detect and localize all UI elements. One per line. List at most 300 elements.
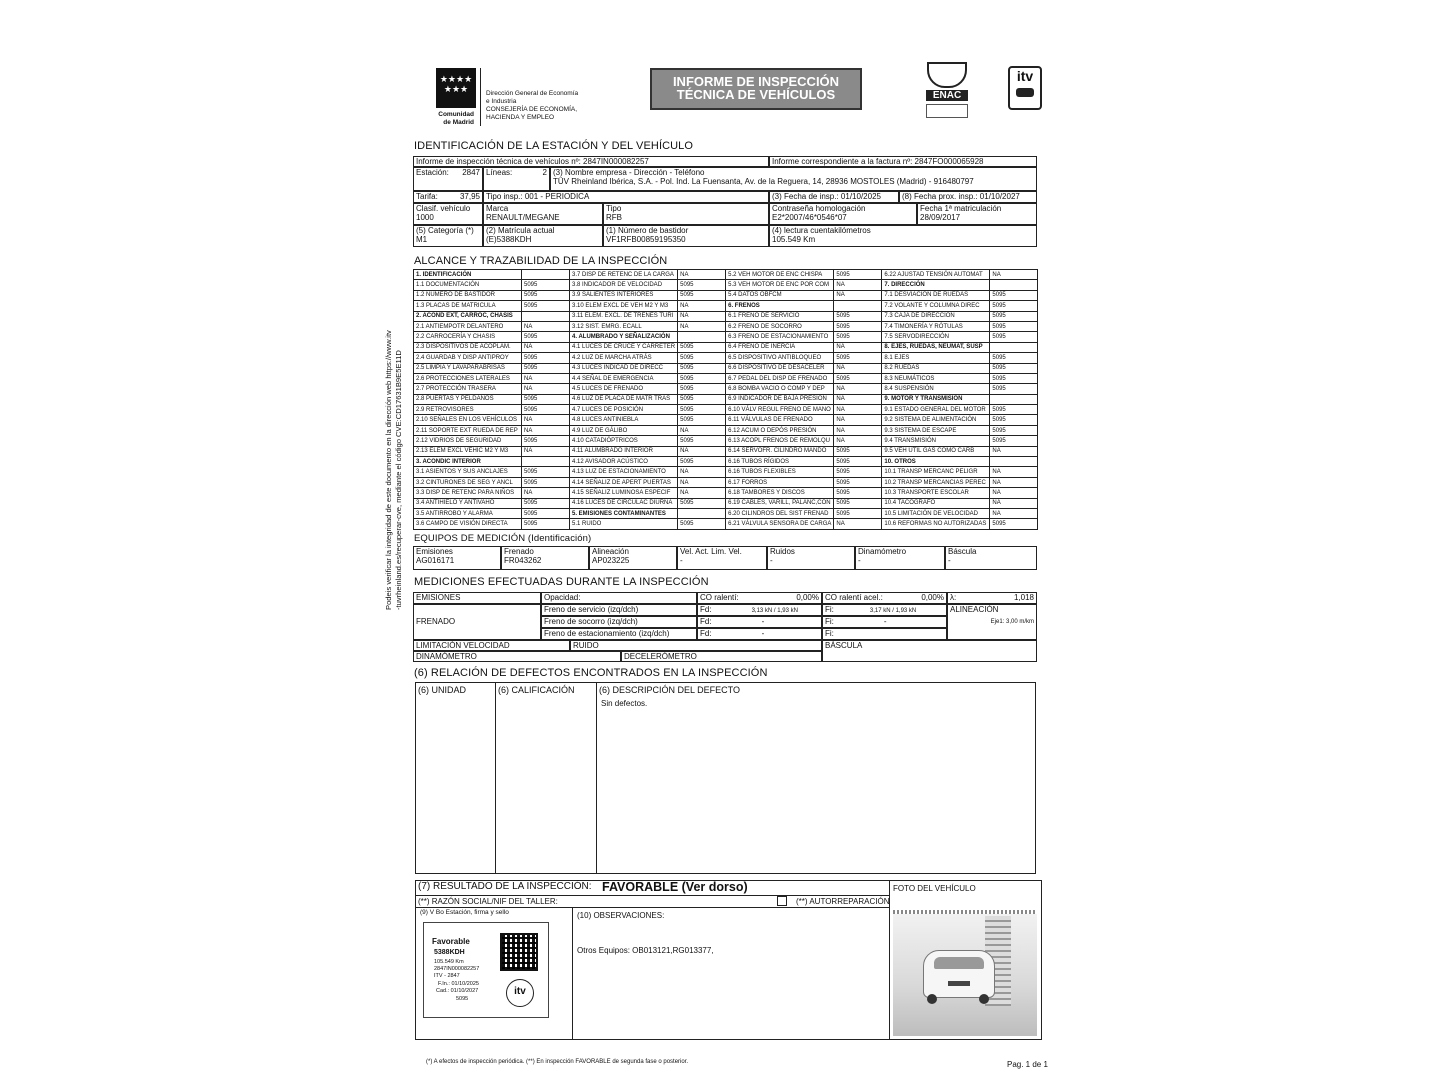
fd-label: Fd: <box>700 617 712 626</box>
scope-item-name: 3.5 ANTIRROBO Y ALARMA <box>414 508 522 518</box>
scope-row <box>414 467 1038 477</box>
scope-row <box>414 405 1038 415</box>
lambda-label: λ: <box>950 593 957 602</box>
scope-item-name: 9.4 TRANSMISIÓN <box>882 436 990 446</box>
scope-item-name: 4.10 CATADIÓPTRICOS <box>570 436 678 446</box>
org-line3: CONSEJERÍA DE ECONOMÍA, <box>486 106 578 113</box>
fecha-insp: (3) Fecha de insp.: 01/10/2025 <box>769 191 899 203</box>
fi-label: Fi: <box>825 605 834 614</box>
scope-item-name: 2.2 CARROCERÍA Y CHASIS <box>414 332 522 342</box>
category-cell <box>413 225 483 247</box>
scope-item-name: 2.13 ELEM EXCL VEHIC M2 Y M3 <box>414 446 522 456</box>
scope-item-value: 5095 <box>678 519 726 529</box>
scope-item-value: 5095 <box>522 353 570 363</box>
stamp-line0: Favorable <box>432 937 470 946</box>
scope-row <box>414 519 1038 529</box>
scope-item-name: 9.3 SISTEMA DE ESCAPE <box>882 425 990 435</box>
scope-item-name: 10.5 LIMITACIÓN DE VELOCIDAD <box>882 508 990 518</box>
alineacion-cell <box>947 604 1037 640</box>
scope-item-name: 9.5 VEH UTIL GAS COMO CARB <box>882 446 990 456</box>
report-title <box>650 68 862 110</box>
stamp-line1: 5388KDH <box>434 949 465 956</box>
equipment-label: Frenado <box>504 547 534 556</box>
footer-note: (*) A efectos de inspección periódica. (**) En inspección FAVORABLE de segunda fase o posterior. <box>426 1059 689 1065</box>
report-title-line1: INFORME DE INSPECCIÓN <box>672 74 840 89</box>
defects-col-descripcion: (6) DESCRIPCIÓN DEL DEFECTO <box>599 685 741 695</box>
scope-item-value: NA <box>834 394 882 404</box>
scope-item-value: 5095 <box>990 363 1038 373</box>
fd-row3 <box>697 628 822 640</box>
matric-value: 28/09/2017 <box>920 213 961 222</box>
scope-item-value: 5095 <box>522 477 570 487</box>
equipment-label: Báscula <box>948 547 977 556</box>
km-value: 105.549 Km <box>772 235 816 244</box>
fi-value1: 3,17 kN / 1,93 kN <box>869 608 917 614</box>
scope-item-value: NA <box>834 280 882 290</box>
fd-row1 <box>697 604 822 616</box>
scope-item-value: 5095 <box>522 498 570 508</box>
scope-item-value: 5095 <box>522 405 570 415</box>
scope-item-name: 4.16 LUCES DE CIRCULAC DIURNA <box>570 498 678 508</box>
photo-label: FOTO DEL VEHÍCULO <box>893 884 976 893</box>
scope-item-value: 5095 <box>834 467 882 477</box>
scope-item-value: NA <box>522 446 570 456</box>
scope-item-value: 5095 <box>678 280 726 290</box>
scope-item-name: 6.18 TAMBORES Y DISCOS <box>726 488 834 498</box>
scope-row <box>414 488 1038 498</box>
scope-item-value: NA <box>990 498 1038 508</box>
equipment-label: Emisiones <box>416 547 453 556</box>
scope-title: ALCANCE Y TRAZABILIDAD DE LA INSPECCIÓN <box>414 255 668 267</box>
org-line2: e Industria <box>486 98 517 105</box>
scope-item-name: 10.6 REFORMAS NO AUTORIZADAS <box>882 519 990 529</box>
enac-logo <box>920 62 974 122</box>
lambda-value: 1,018 <box>1013 593 1034 602</box>
car-silhouette-icon <box>923 950 995 998</box>
equipment-cell <box>589 546 677 570</box>
scope-item-name: 4.2 LUZ DE MARCHA ATRÁS <box>570 353 678 363</box>
category-label: (5) Categoría (*) <box>416 226 474 235</box>
scope-row <box>414 363 1038 373</box>
report-title-line2: TÉCNICA DE VEHÍCULOS <box>676 87 836 102</box>
scope-item-name: 8. EJES, RUEDAS, NEUMAT, SUSP <box>882 342 990 352</box>
scope-item-name: 4.7 LUCES DE POSICIÓN <box>570 405 678 415</box>
scope-item-name: 7.1 DESVIACIÓN DE RUEDAS <box>882 290 990 300</box>
km-cell <box>769 225 1037 247</box>
itv-seal-icon: itv <box>506 979 534 1007</box>
fi-value2: - <box>883 617 887 626</box>
logo-text2: de Madrid <box>443 119 474 126</box>
scope-item-name: 3.4 ANTIHIELO Y ANTIVAHO <box>414 498 522 508</box>
scope-item-name: 5.1 RUIDO <box>570 519 678 529</box>
scope-item-value: NA <box>678 321 726 331</box>
scope-item-name: 6.6 DISPOSITIVO DE DESACELER <box>726 363 834 373</box>
scope-item-value: 5095 <box>990 519 1038 529</box>
scope-item-value: 5095 <box>834 311 882 321</box>
defects-col-unidad: (6) UNIDAD <box>418 685 467 695</box>
autorep-label: (**) AUTORREPARACIÓN <box>796 897 890 906</box>
scope-item-value <box>678 508 726 518</box>
scope-item-value: 5095 <box>834 373 882 383</box>
equipment-label: Alineación <box>592 547 629 556</box>
scope-item-name: 6. FRENOS <box>726 301 834 311</box>
fd-value3: - <box>761 629 765 638</box>
itv-label: itv <box>1016 68 1034 84</box>
scope-item-value: 5095 <box>522 394 570 404</box>
scope-row <box>414 332 1038 342</box>
scope-item-value: 5095 <box>678 290 726 300</box>
scope-item-value: NA <box>834 519 882 529</box>
autorep-checkbox[interactable] <box>777 896 787 906</box>
plate-cell <box>483 225 603 247</box>
scope-item-value: NA <box>990 508 1038 518</box>
scope-row <box>414 498 1038 508</box>
scope-item-name: 2.12 VIDRIOS DE SEGURIDAD <box>414 436 522 446</box>
scope-row <box>414 311 1038 321</box>
org-line1: Dirección General de Economía <box>486 90 579 97</box>
scope-item-value: 5095 <box>990 405 1038 415</box>
scope-item-name: 3.10 ELEM EXCL DE VEH M2 Y M3 <box>570 301 678 311</box>
scope-item-value: 5095 <box>834 477 882 487</box>
logo-text1: Comunidad <box>438 111 474 118</box>
scope-item-value: 5095 <box>990 321 1038 331</box>
scope-item-value: 5095 <box>834 498 882 508</box>
scope-item-value: NA <box>834 405 882 415</box>
lines-value: 2 <box>542 168 547 177</box>
scope-item-value: 5095 <box>834 446 882 456</box>
scope-item-value <box>990 342 1038 352</box>
scope-item-value: NA <box>834 342 882 352</box>
fd-label: Fd: <box>700 629 712 638</box>
scope-item-value: 5095 <box>522 363 570 373</box>
scope-item-value: NA <box>678 467 726 477</box>
scope-item-name: 6.16 TUBOS RÍGIDOS <box>726 457 834 467</box>
company-label: (3) Nombre empresa - Dirección - Teléfono <box>553 168 705 177</box>
limit-vel-label: LIMITACIÓN VELOCIDAD <box>413 640 570 651</box>
result-label: (7) RESULTADO DE LA INSPECCIÓN: <box>418 881 592 892</box>
scope-item-name: 1. IDENTIFICACIÓN <box>414 270 522 280</box>
defects-table <box>415 682 1036 874</box>
tarifa-label: Tarifa: <box>416 192 438 201</box>
scope-item-name: 8.4 SUSPENSIÓN <box>882 384 990 394</box>
fd-value1: 3,13 kN / 1,93 kN <box>751 608 798 614</box>
scope-item-name: 9.2 SISTEMA DE ALIMENTACIÓN <box>882 415 990 425</box>
scope-item-value: NA <box>990 270 1038 280</box>
decelerometro-label: DECELERÓMETRO <box>621 651 822 662</box>
scope-item-name: 5.2 VEH MOTOR DE ENC CHISPA <box>726 270 834 280</box>
scope-item-value: 5095 <box>990 373 1038 383</box>
fi-row1 <box>822 604 947 616</box>
scope-item-name: 2.3 DISPOSITIVOS DE ACOPLAM. <box>414 342 522 352</box>
scope-item-value: NA <box>678 488 726 498</box>
scope-item-value: 5095 <box>678 342 726 352</box>
scope-item-name: 1.2 NÚMERO DE BASTIDOR <box>414 290 522 300</box>
scope-item-name: 7.2 VOLANTE Y COLUMNA DIREC <box>882 301 990 311</box>
scope-item-name: 6.10 VÁLV REGUL FRENO DE MANO <box>726 405 834 415</box>
scope-item-value: NA <box>990 477 1038 487</box>
scope-row <box>414 301 1038 311</box>
km-label: (4) lectura cuentakilómetros <box>772 226 871 235</box>
scope-item-value: 5095 <box>990 301 1038 311</box>
scope-item-value: NA <box>834 436 882 446</box>
alineacion-label: ALINEACIÓN <box>950 605 999 614</box>
tipo-cell <box>603 203 769 225</box>
scope-item-value: NA <box>522 321 570 331</box>
equipment-label: Vel. Act. Lim. Vel. <box>680 547 742 556</box>
scope-row <box>414 342 1038 352</box>
scope-item-name: 6.11 VÁLVULAS DE FRENADO <box>726 415 834 425</box>
opacidad-label: Opacidad: <box>541 592 697 604</box>
scope-item-value: 5095 <box>678 498 726 508</box>
scope-item-value: 5095 <box>990 384 1038 394</box>
scope-item-name: 7.5 SERVODIRECCIÓN <box>882 332 990 342</box>
station-stamp <box>423 922 549 1018</box>
equipment-value: FR043262 <box>504 556 542 565</box>
clasif-label: Clasif. vehículo <box>416 204 471 213</box>
co-acel-value: 0,00% <box>921 593 944 602</box>
scope-item-value: 5095 <box>990 425 1038 435</box>
scope-item-name: 8.1 EJES <box>882 353 990 363</box>
scope-item-name: 2.7 PROTECCIÓN TRASERA <box>414 384 522 394</box>
scope-item-value: 5095 <box>522 519 570 529</box>
scope-item-value: NA <box>678 270 726 280</box>
stamp-line3: 2847IN000082257 <box>434 966 480 972</box>
alineacion-value: Eje1: 3,00 m/km <box>990 619 1034 625</box>
equipment-value: - <box>770 556 773 565</box>
scope-item-value: NA <box>834 415 882 425</box>
fd-value2: - <box>761 617 765 626</box>
scope-item-name: 3.8 INDICADOR DE VELOCIDAD <box>570 280 678 290</box>
defects-title: (6) RELACIÓN DE DEFECTOS ENCONTRADOS EN LA INSPECCIÓN <box>414 667 768 679</box>
scope-item-value <box>522 270 570 280</box>
scope-item-value: 5095 <box>522 508 570 518</box>
taller-label: (**) RAZÓN SOCIAL/NIF DEL TALLER: <box>418 897 558 906</box>
scope-row <box>414 353 1038 363</box>
scope-item-value: 5095 <box>678 384 726 394</box>
scope-item-name: 6.14 SERVOFR. CILINDRO MANDO <box>726 446 834 456</box>
scope-item-value: 5095 <box>678 363 726 373</box>
scope-item-name: 6.21 VÁLVULA SENSORA DE CARGA <box>726 519 834 529</box>
scope-item-name: 6.8 BOMBA VACIO O COMP Y DEP <box>726 384 834 394</box>
equipment-cell <box>767 546 855 570</box>
scope-item-name: 9.1 ESTADO GENERAL DEL MOTOR <box>882 405 990 415</box>
scope-item-value: NA <box>678 477 726 487</box>
observaciones-value: Otros Equipos: OB013121,RG013377, <box>577 946 714 955</box>
equipment-value: - <box>948 556 951 565</box>
tipo-insp: Tipo insp.: 001 - PERIODICA <box>483 191 769 203</box>
scope-item-name: 7.3 CAJA DE DIRECCIÓN <box>882 311 990 321</box>
scope-item-name: 4.14 SEÑALIZ DE APERT PUERTAS <box>570 477 678 487</box>
scope-row <box>414 508 1038 518</box>
scope-item-value <box>990 457 1038 467</box>
station-cell <box>413 167 483 191</box>
scope-item-name: 5.3 VEH MOTOR DE ENC POR COM <box>726 280 834 290</box>
scope-item-value: 5095 <box>522 280 570 290</box>
defects-col-calificacion: (6) CALIFICACIÓN <box>498 685 575 695</box>
scope-item-name: 4.5 LUCES DE FRENADO <box>570 384 678 394</box>
marca-value: RENAULT/MEGANE <box>486 213 560 222</box>
scope-item-name: 1.1 DOCUMENTACIÓN <box>414 280 522 290</box>
scope-item-name: 6.5 DISPOSITIVO ANTIBLOQUEO <box>726 353 834 363</box>
scope-item-value: NA <box>522 384 570 394</box>
scope-row <box>414 321 1038 331</box>
equipment-row <box>413 546 1037 570</box>
scope-item-name: 7. DIRECCIÓN <box>882 280 990 290</box>
scope-item-value: NA <box>678 301 726 311</box>
scope-item-value: 5095 <box>522 436 570 446</box>
vbo-label: (9) V Bo Estación, firma y sello <box>420 909 509 916</box>
scope-item-name: 6.17 FORROS <box>726 477 834 487</box>
scope-item-value: 5095 <box>834 488 882 498</box>
scope-table <box>413 269 1038 530</box>
car-icon <box>1016 88 1034 97</box>
qr-code-icon <box>500 933 538 971</box>
equipment-value: - <box>680 556 683 565</box>
identification-title: IDENTIFICACIÓN DE LA ESTACIÓN Y DEL VEHÍCULO <box>414 140 694 152</box>
fi-label: Fi: <box>825 629 834 638</box>
observaciones-label: (10) OBSERVACIONES: <box>577 911 665 920</box>
tarifa-cell <box>413 191 483 203</box>
marca-cell <box>483 203 603 225</box>
scope-item-name: 3.9 SALIENTES INTERIORES <box>570 290 678 300</box>
matric-label: Fecha 1ª matriculación <box>920 204 1002 213</box>
fecha-prox: (8) Fecha prox. insp.: 01/10/2027 <box>899 191 1037 203</box>
stamp-line2: 105.549 Km <box>434 959 464 965</box>
scope-item-name: 3.1 ASIENTOS Y SUS ANCLAJES <box>414 467 522 477</box>
defects-description: Sin defectos. <box>601 699 648 708</box>
logo-divider <box>480 68 481 126</box>
freno-socorro-label: Freno de socorro (izq/dch) <box>541 616 697 628</box>
scope-item-name: 4.15 SEÑALIZ LUMINOSA ESPECIF <box>570 488 678 498</box>
scope-table-wrap <box>413 269 1038 530</box>
scope-item-value: NA <box>834 363 882 373</box>
scope-item-value <box>990 394 1038 404</box>
scope-item-name: 6.7 PEDAL DEL DISP DE FRENADO <box>726 373 834 383</box>
measurements-title: MEDICIONES EFECTUADAS DURANTE LA INSPECCIÓN <box>414 576 709 588</box>
scope-item-name: 2.1 ANTIEMPOTR DELANTERO <box>414 321 522 331</box>
scope-item-name: 5.4 DATOS OBFCM <box>726 290 834 300</box>
tarifa-value: 37,95 <box>459 192 480 201</box>
emisiones-label: EMISIONES <box>413 592 541 604</box>
co-acel-label: CO ralentí acel.: <box>825 593 883 602</box>
scope-row <box>414 477 1038 487</box>
scope-item-name: 6.1 FRENO DE SERVICIO <box>726 311 834 321</box>
scope-item-value: 5095 <box>834 332 882 342</box>
scope-item-value: 5095 <box>834 321 882 331</box>
equipment-cell <box>945 546 1037 570</box>
scope-item-name: 4.12 AVISADOR ACÚSTICO <box>570 457 678 467</box>
scope-item-value: 5095 <box>678 415 726 425</box>
equipment-cell <box>413 546 501 570</box>
scope-item-value: 5095 <box>834 353 882 363</box>
scope-item-name: 6.22 AJUSTAD TENSIÓN AUTOMAT <box>882 270 990 280</box>
fi-label: Fi: <box>825 617 834 626</box>
scope-item-name: 9. MOTOR Y TRANSMISIÓN <box>882 394 990 404</box>
scope-item-name: 2.10 SEÑALES EN LOS VEHÍCULOS <box>414 415 522 425</box>
scope-item-name: 10.3 TRANSPORTE ESCOLAR <box>882 488 990 498</box>
clasif-cell <box>413 203 483 225</box>
scope-row <box>414 415 1038 425</box>
vin-value: VF1RFB00859195350 <box>606 235 686 244</box>
scope-item-value: 5095 <box>990 332 1038 342</box>
vin-cell <box>603 225 769 247</box>
scope-item-value: 5095 <box>522 467 570 477</box>
scope-item-value <box>990 280 1038 290</box>
enac-label: ENAC <box>926 90 968 101</box>
equipment-value: AG016171 <box>416 556 455 565</box>
page-number: Pag. 1 de 1 <box>1007 1060 1048 1069</box>
co-ralenti-value: 0,00% <box>796 593 819 602</box>
equipment-value: - <box>858 556 861 565</box>
scope-item-value: 5095 <box>990 415 1038 425</box>
scope-item-value: NA <box>522 425 570 435</box>
scope-item-value: 5095 <box>678 353 726 363</box>
scope-item-value <box>522 457 570 467</box>
comunidad-madrid-logo: ★★★★ ★★★ <box>436 68 476 108</box>
scope-item-name: 10.1 TRANSP MERCANC PELIGR <box>882 467 990 477</box>
plate-label: (2) Matrícula actual <box>486 226 555 235</box>
scope-item-name: 6.20 CILINDROS DEL SIST FRENAD <box>726 508 834 518</box>
scope-item-value: 5095 <box>834 508 882 518</box>
clasif-value: 1000 <box>416 213 434 222</box>
scope-row <box>414 394 1038 404</box>
scope-item-name: 6.12 ACUM O DEPÓS PRESIÓN <box>726 425 834 435</box>
scope-item-name: 1.3 PLACAS DE MATRICULA <box>414 301 522 311</box>
scope-item-name: 4.1 LUCES DE CRUCE Y CARRETER <box>570 342 678 352</box>
scope-item-name: 10.4 TACÓGRAFO <box>882 498 990 508</box>
scope-item-name: 10. OTROS <box>882 457 990 467</box>
scope-item-name: 7.4 TIMONERÍA Y RÓTULAS <box>882 321 990 331</box>
scope-item-name: 2.6 PROTECCIONES LATERALES <box>414 373 522 383</box>
matric-cell <box>917 203 1037 225</box>
scope-item-name: 4.11 ALUMBRADO INTERIOR <box>570 446 678 456</box>
stamp-line7: 5095 <box>456 996 469 1002</box>
stamp-line6: Cad.: 01/10/2027 <box>436 988 479 994</box>
tipo-value: RFB <box>606 213 622 222</box>
scope-item-name: 4.13 LUZ DE ESTACIONAMIENTO <box>570 467 678 477</box>
scope-item-value <box>834 301 882 311</box>
scope-item-name: 2.11 SOPORTE EXT RUEDA DE REP <box>414 425 522 435</box>
homolog-value: E2*2007/46*0546*07 <box>772 213 847 222</box>
fd-row2 <box>697 616 822 628</box>
equipment-label: Dinamómetro <box>858 547 907 556</box>
scope-item-name: 3.7 DISP DE RETENC DE LA CARGA <box>570 270 678 280</box>
stamp-line5: F.In.: 01/10/2025 <box>438 981 479 987</box>
scope-item-name: 3.12 SIST. EMRG. ECALL <box>570 321 678 331</box>
scope-item-value: NA <box>522 373 570 383</box>
side-verification-text <box>384 290 404 610</box>
result-value: FAVORABLE (Ver dorso) <box>602 880 748 894</box>
scope-item-name: 4.3 LUCES INDICAD DE DIRECC <box>570 363 678 373</box>
invoice-number: Informe correspondiente a la factura nº: 2847FO000065928 <box>769 156 1037 167</box>
scope-row <box>414 290 1038 300</box>
scope-row <box>414 384 1038 394</box>
report-number: Informe de inspección técnica de vehículos nº: 2847IN000082257 <box>413 156 769 167</box>
equipment-title: EQUIPOS DE MEDICIÓN (Identificación) <box>414 533 592 544</box>
scope-item-name: 3.3 DISP DE RETENC PARA NIÑOS <box>414 488 522 498</box>
scope-item-value: NA <box>834 290 882 300</box>
lambda-cell <box>947 592 1037 604</box>
scope-item-value: 5095 <box>678 405 726 415</box>
scope-item-name: 4.4 SEÑAL DE EMERGENCIA <box>570 373 678 383</box>
scope-item-value: NA <box>678 311 726 321</box>
fi-row3 <box>822 628 947 640</box>
scope-item-value: NA <box>834 384 882 394</box>
tipo-label: Tipo <box>606 204 622 213</box>
lines-cell <box>483 167 550 191</box>
scope-item-value: 5095 <box>522 332 570 342</box>
scope-item-value: NA <box>990 467 1038 477</box>
